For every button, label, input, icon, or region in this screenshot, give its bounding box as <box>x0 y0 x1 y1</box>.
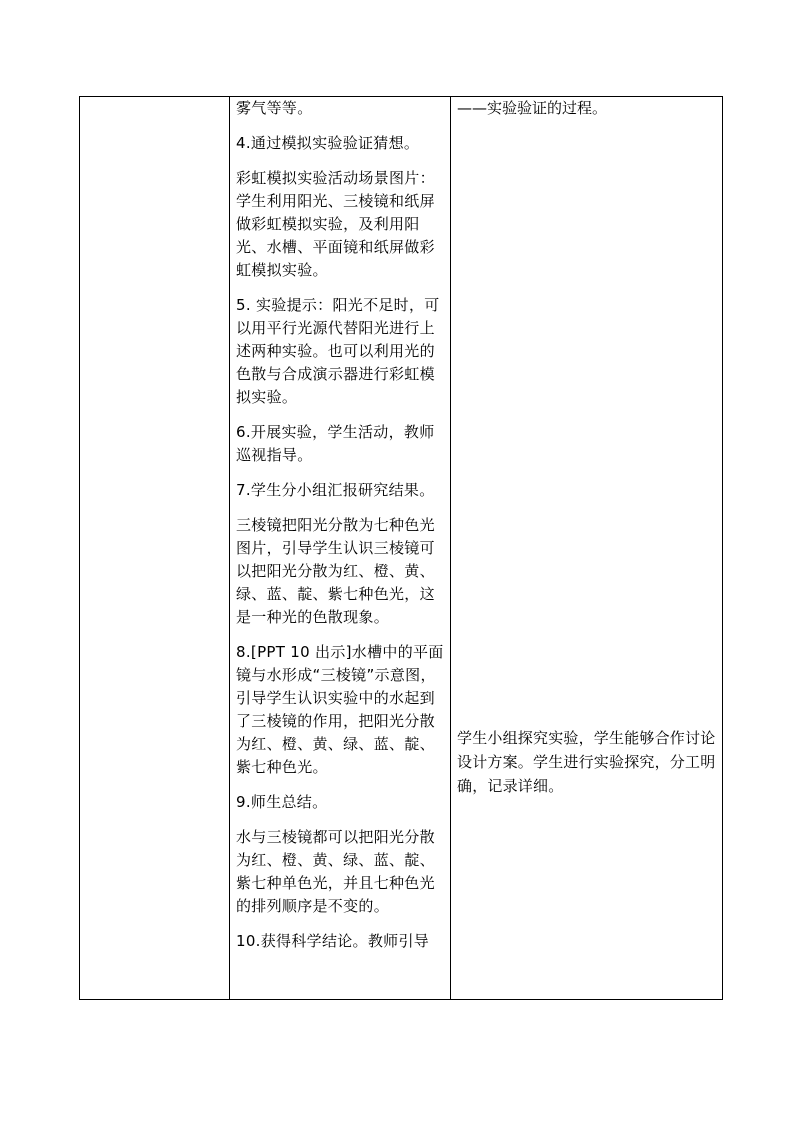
lesson-plan-table <box>79 96 723 1000</box>
paragraph-step-7: 7.学生分小组汇报研究结果。 <box>236 481 435 499</box>
paragraph-prism-dispersion: 三棱镜把阳光分散为七种色光图片，引导学生认识三棱镜可以把阳光分散为红、橙、黄、绿、蓝、靛、紫七种色光，这是一种光的色散现象。 <box>236 516 435 626</box>
paragraph-step-10: 10.获得科学结论。教师引导 <box>236 932 430 950</box>
paragraph-fog: 雾气等等。 <box>236 99 313 117</box>
teacher-activity-cell <box>230 97 451 1000</box>
paragraph-step-9: 9.师生总结。 <box>236 793 328 811</box>
right-middle-text: 学生小组探究实验，学生能够合作讨论设计方案。学生进行实验探究，分工明确，记录详细。 <box>457 729 716 795</box>
paragraph-step-8: 8.[PPT 10 出示]水槽中的平面镜与水形成“三棱镜”示意图，引导学生认识实验中的水起到了三棱镜的作用，把阳光分散为红、橙、黄、绿、蓝、靛、紫七种色光。 <box>236 643 444 776</box>
paragraph-step-4: 4.通过模拟实验验证猜想。 <box>236 134 420 152</box>
paragraph-summary: 水与三棱镜都可以把阳光分散为红、橙、黄、绿、蓝、靛、紫七种单色光，并且七种色光的排列顺序是不变的。 <box>236 828 435 915</box>
left-empty-cell <box>80 97 230 1000</box>
right-top-text: ——实验验证的过程。 <box>457 99 608 117</box>
paragraph-rainbow-scene: 彩虹模拟实验活动场景图片：学生利用阳光、三棱镜和纸屏做彩虹模拟实验，及利用阳光、水槽、平面镜和纸屏做彩虹模拟实验。 <box>236 169 435 279</box>
design-intent-cell <box>451 97 723 1000</box>
paragraph-step-5: 5. 实验提示：阳光不足时，可以用平行光源代替阳光进行上述两种实验。也可以利用光的色散与合成演示器进行彩虹模拟实验。 <box>236 296 440 406</box>
table-row <box>80 97 723 1000</box>
paragraph-step-6: 6.开展实验，学生活动，教师巡视指导。 <box>236 423 435 464</box>
